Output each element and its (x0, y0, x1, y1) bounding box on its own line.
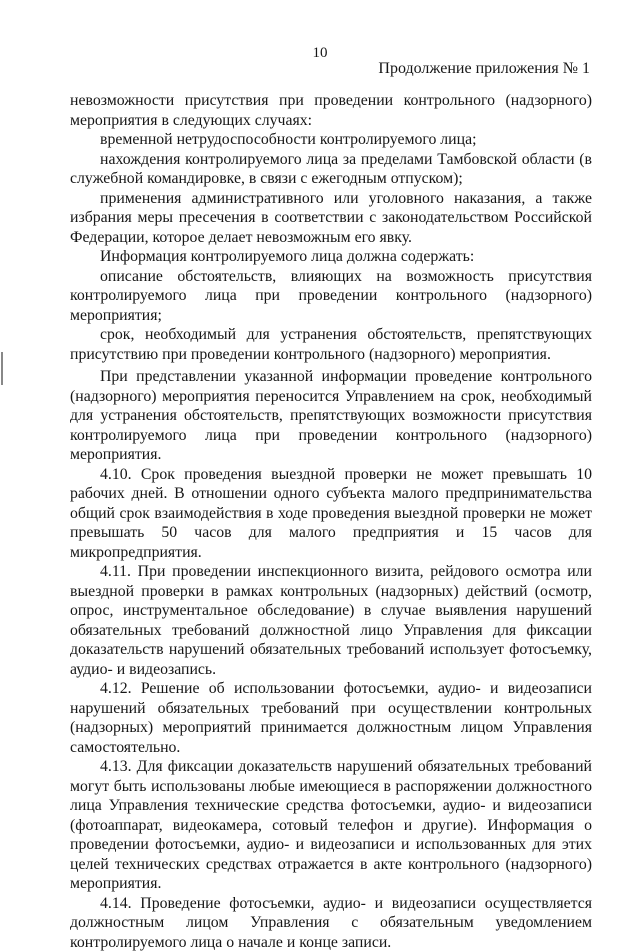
section-4-10: 4.10. Срок проведения выездной проверки не может превышать 10 рабочих дней. В отношении одного субъекта малого предпринимательства общий срок взаимодействия в ходе проведения выездной проверки не может превышать 50 часов для малого предприятия и 15 часов для микропредприятия. (70, 465, 592, 563)
paragraph: применения административного или уголовного наказания, а также избрания меры пресечения в соответствии с законодательством Российской Федерации, которое делает невозможным его явку. (70, 189, 592, 248)
paragraph: временной нетрудоспособности контролируемого лица; (70, 130, 592, 150)
section-4-12: 4.12. Решение об использовании фотосъемки, аудио- и видеозаписи нарушений обязательных требований при осуществлении контрольных (надзорных) мероприятий принимается должностным лицом Управления самостоятельно. (70, 679, 592, 757)
paragraph: При представлении указанной информации проведение контрольного (надзорного) мероприятия переносится Управлением на срок, необходимый для устранения обстоятельств, препятствующих возможности присутствия контролируемого лица при проведении контрольного (надзорного) мероприятия. (70, 367, 592, 465)
scan-edge-mark (1, 352, 3, 385)
section-4-13: 4.13. Для фиксации доказательств нарушений обязательных требований могут быть использованы любые имеющиеся в распоряжении должностного лица Управления технические средства фотосъемки, аудио- и видеозаписи (фотоаппарат, видеокамера, сотовый телефон и другие). Информация о проведении фотосъемки, аудио- и видеозаписи и использованных для этих целей технических средствах отражается в акте контрольного (надзорного) мероприятия. (70, 757, 592, 894)
page-number: 10 (0, 45, 640, 62)
document-body (70, 91, 592, 952)
paragraph: нахождения контролируемого лица за пределами Тамбовской области (в служебной командировке, в связи с ежегодным отпуском); (70, 150, 592, 189)
paragraph: описание обстоятельств, влияющих на возможность присутствия контролируемого лица при проведении контрольного (надзорного) мероприятия; (70, 267, 592, 326)
appendix-continuation-label: Продолжение приложения № 1 (378, 60, 590, 78)
section-4-14: 4.14. Проведение фотосъемки, аудио- и видеозаписи осуществляется должностным лицом Управления с обязательным уведомлением контролируемого лица о начале и конце записи. (70, 894, 592, 952)
paragraph: срок, необходимый для устранения обстоятельств, препятствующих присутствию при проведении контрольного (надзорного) мероприятия. (70, 325, 592, 364)
paragraph: невозможности присутствия при проведении контрольного (надзорного) мероприятия в следующих случаях: (70, 91, 592, 130)
section-4-11: 4.11. При проведении инспекционного визита, рейдового осмотра или выездной проверки в рамках контрольных (надзорных) действий (осмотр, опрос, инструментальное обследование) в случае выявления нарушений обязательных требований должностной лицо Управления для фиксации доказательств нарушений обязательных требований использует фотосъемку, аудио- и видеозапись. (70, 562, 592, 679)
paragraph: Информация контролируемого лица должна содержать: (70, 247, 592, 267)
